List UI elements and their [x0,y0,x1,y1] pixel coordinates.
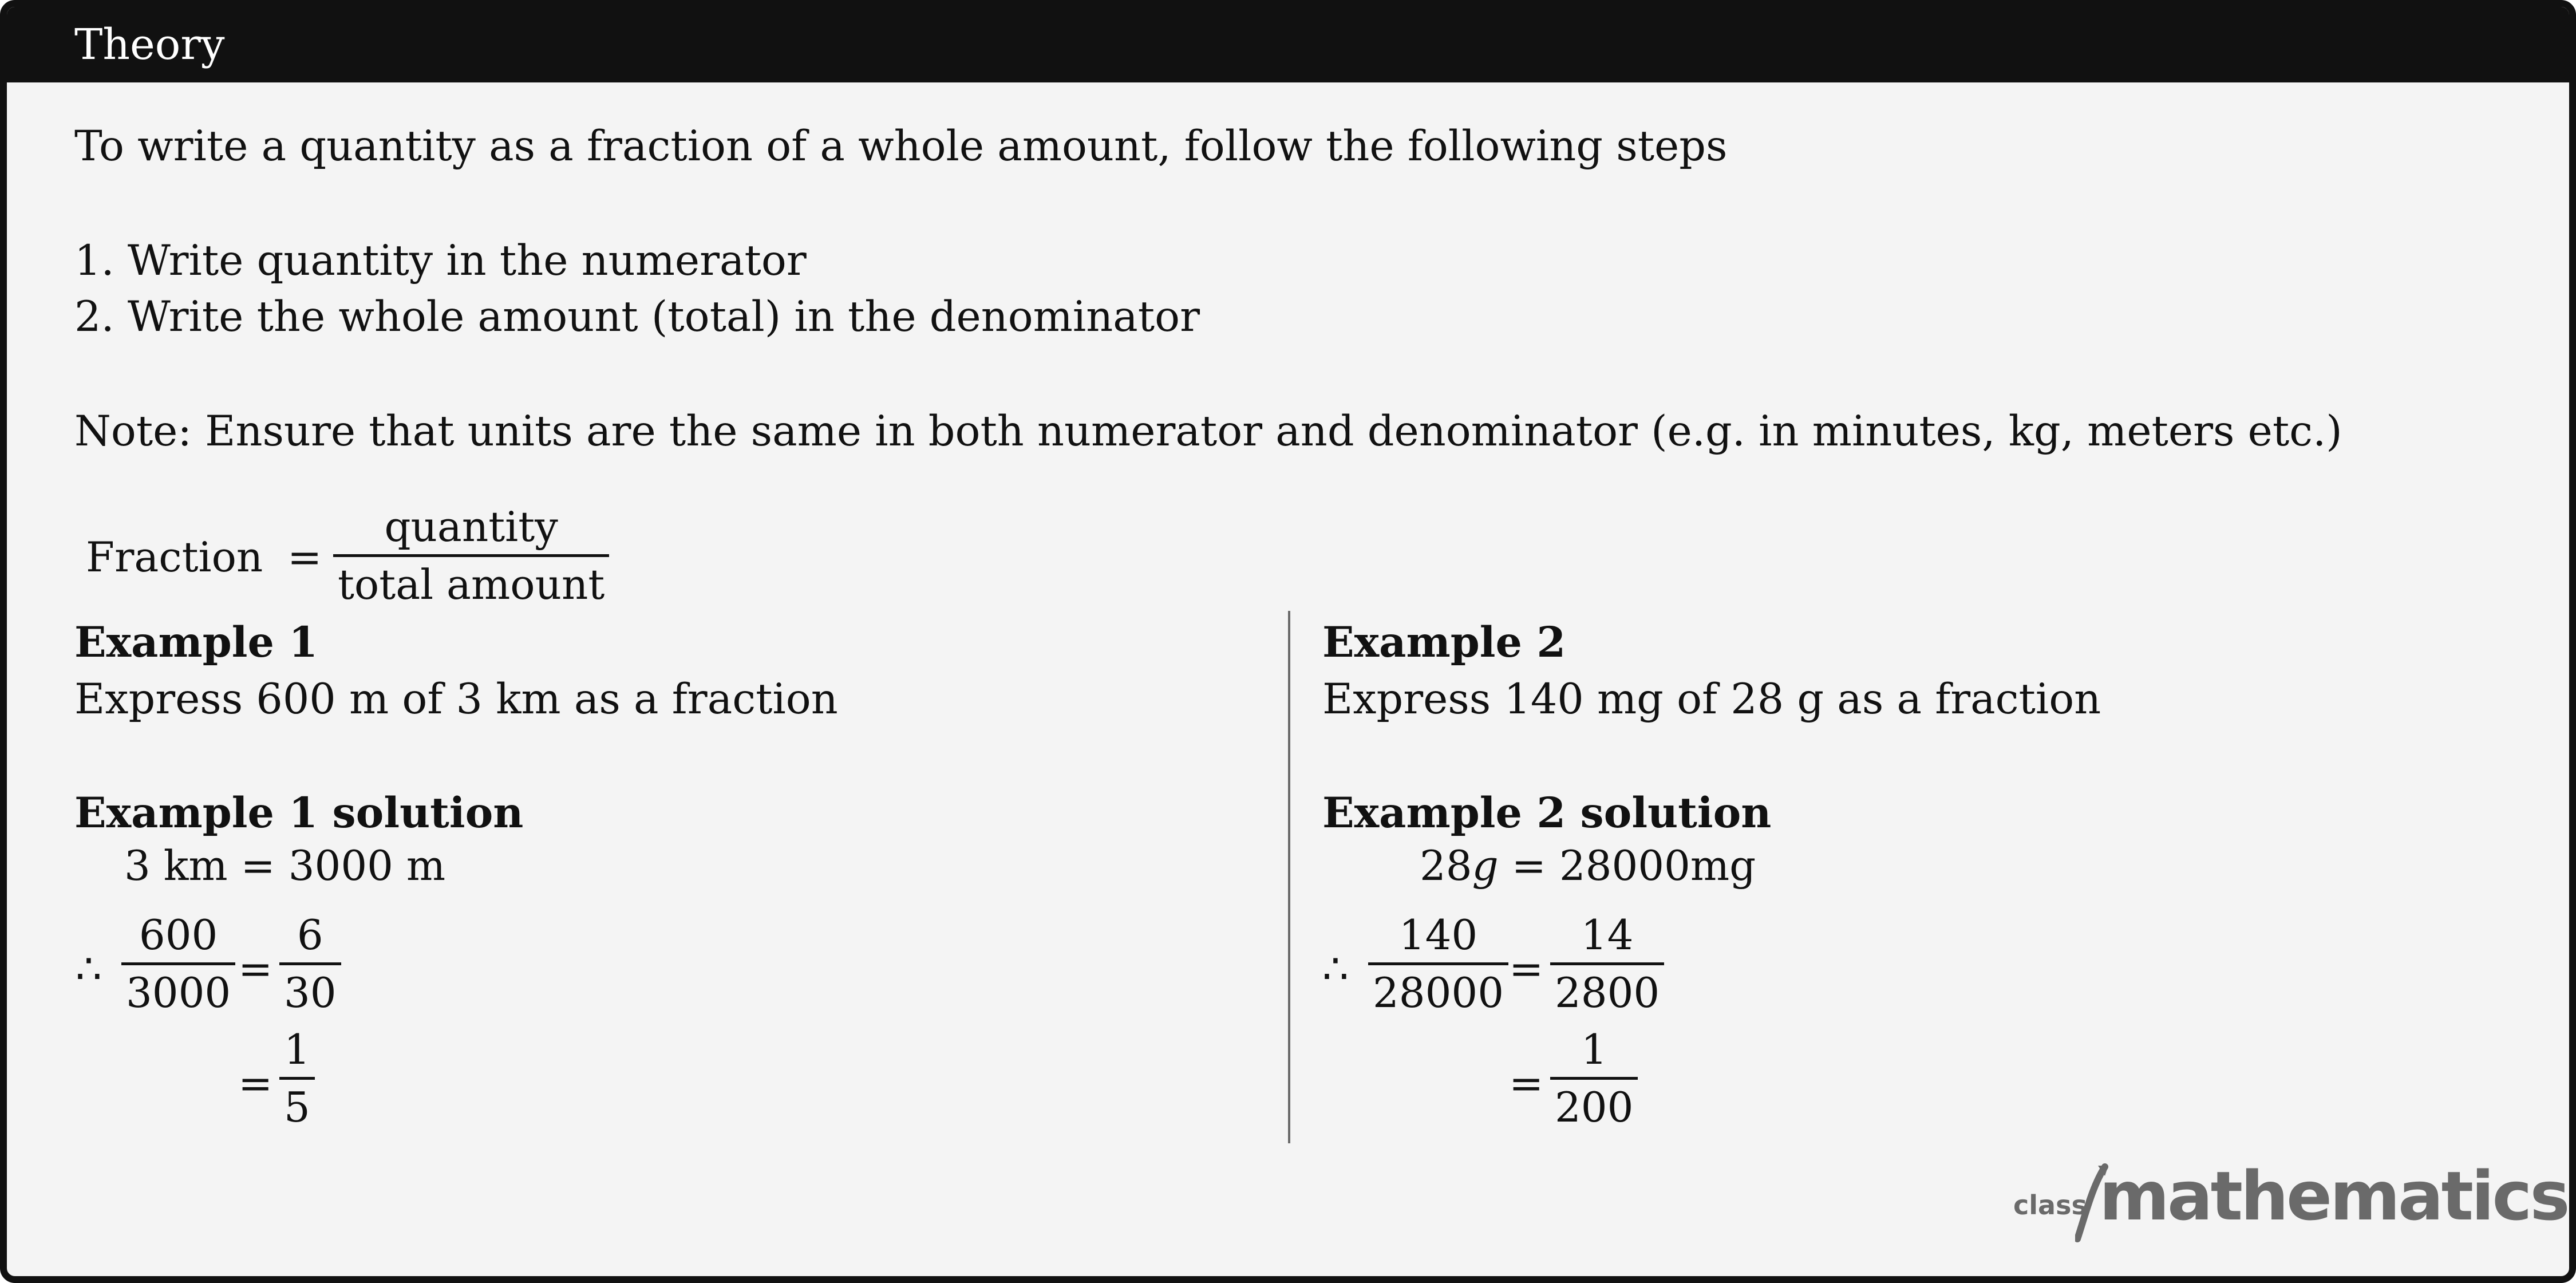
step-2: 2. Write the whole amount (total) in the denominator [74,293,1200,341]
formula-numerator: quantity [384,503,558,551]
example2-question: Express 140 mg of 28 g as a fraction [1322,675,2101,724]
equals-sign: = [1509,945,1544,993]
formula-fraction [333,499,609,612]
header-title: Theory [74,20,225,69]
example1-title: Example 1 [74,618,318,667]
example1-conversion: 3 km = 3000 m [124,842,446,890]
note-text: Note: Ensure that units are the same in both numerator and denominator (e.g. in minutes, kg, meters etc.) [74,407,2342,456]
example2-conversion: 28g = 28000mg [1420,842,1756,890]
example1-fraction-2: 6 30 [279,907,341,1020]
example2-fraction-1: 140 28000 [1368,907,1508,1020]
example1-question: Express 600 m of 3 km as a fraction [74,675,838,724]
logo-class-text: class [2013,1190,2087,1221]
equals-sign: = [238,1059,273,1107]
therefore-symbol: ∴ [76,945,102,993]
example2-title: Example 2 [1322,618,1566,667]
step-1: 1. Write quantity in the numerator [74,236,807,285]
class-mathematics-logo [2013,1156,2568,1242]
equals-sign: = [238,945,273,993]
example2-fraction-2: 14 2800 [1550,907,1664,1020]
formula-equals: = [287,533,322,581]
logo-mathematics-text: mathematics [2099,1156,2568,1235]
therefore-symbol: ∴ [1322,945,1349,993]
example1-fraction-1: 600 3000 [121,907,235,1020]
card-header [7,7,2569,82]
intro-text: To write a quantity as a fraction of a whole amount, follow the following steps [74,122,1728,171]
column-divider [1288,611,1290,1143]
example1-fraction-3: 1 5 [279,1022,315,1135]
example2-solution-title: Example 2 solution [1322,788,1772,838]
equals-sign: = [1509,1059,1544,1107]
formula-lhs: Fraction [86,533,263,581]
example2-fraction-3: 1 200 [1550,1022,1638,1135]
formula-denominator: total amount [338,560,605,609]
example1-solution-title: Example 1 solution [74,788,524,838]
